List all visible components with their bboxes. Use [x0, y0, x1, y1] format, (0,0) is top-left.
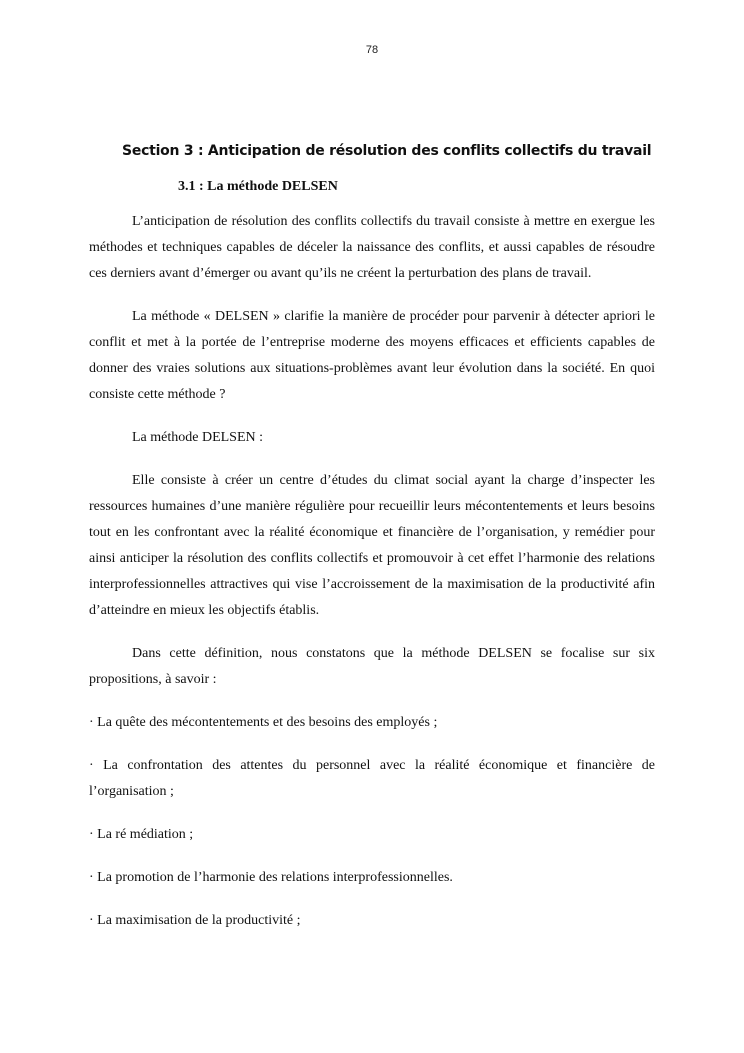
paragraph-intro: L’anticipation de résolution des conflits collectifs du travail consiste à mettre en exergue les méthodes et techniques capables de déceler la naissance des conflits, et aussi capables de résoudre ces derniers avant d’émerger ou avant qu’ils ne créent la perturbation des plans de travail. — [89, 214, 655, 281]
body-text — [89, 209, 655, 934]
list-item: · La promotion de l’harmonie des relations interprofessionnelles. — [89, 870, 453, 885]
paragraph-delsen-method: La méthode « DELSEN » clarifie la manière de procéder pour parvenir à détecter apriori le conflit et met à la portée de l’entreprise moderne des moyens efficaces et efficients capables de donner des vraies solutions aux situations-problèmes avant leur évolution dans la société. En quoi consiste cette méthode ? — [89, 309, 655, 402]
paragraph-method-label: La méthode DELSEN : — [132, 430, 264, 445]
list-item: · La ré médiation ; — [89, 827, 194, 842]
list-item: · La quête des mécontentements et des besoins des employés ; — [89, 715, 438, 730]
page-number: 78 — [365, 44, 379, 56]
list-item: · La confrontation des attentes du personnel avec la réalité économique et financière de l’organisation ; — [89, 758, 655, 799]
paragraph-definition: Elle consiste à créer un centre d’études du climat social ayant la charge d’inspecter les ressources humaines d’une manière régulière pour recueillir leurs mécontentements et leurs besoins tout en les confrontant avec la réalité économique et financière de l’organisation, y remédier pour ainsi anticiper la résolution des conflits collectifs et promouvoir à cet effet l’harmonie des relations interprofessionnelles attractives qui vise l’accroissement de la maximisation de la productivité afin d’atteindre en mieux les objectifs établis. — [89, 473, 655, 618]
subsection-heading: 3.1 : La méthode DELSEN — [178, 179, 338, 194]
list-item: · La maximisation de la productivité ; — [89, 913, 301, 928]
section-heading: Section 3 : Anticipation de résolution des conflits collectifs du travail — [122, 143, 652, 159]
paragraph-propositions: Dans cette définition, nous constatons que la méthode DELSEN se focalise sur six propositions, à savoir : — [89, 646, 655, 687]
